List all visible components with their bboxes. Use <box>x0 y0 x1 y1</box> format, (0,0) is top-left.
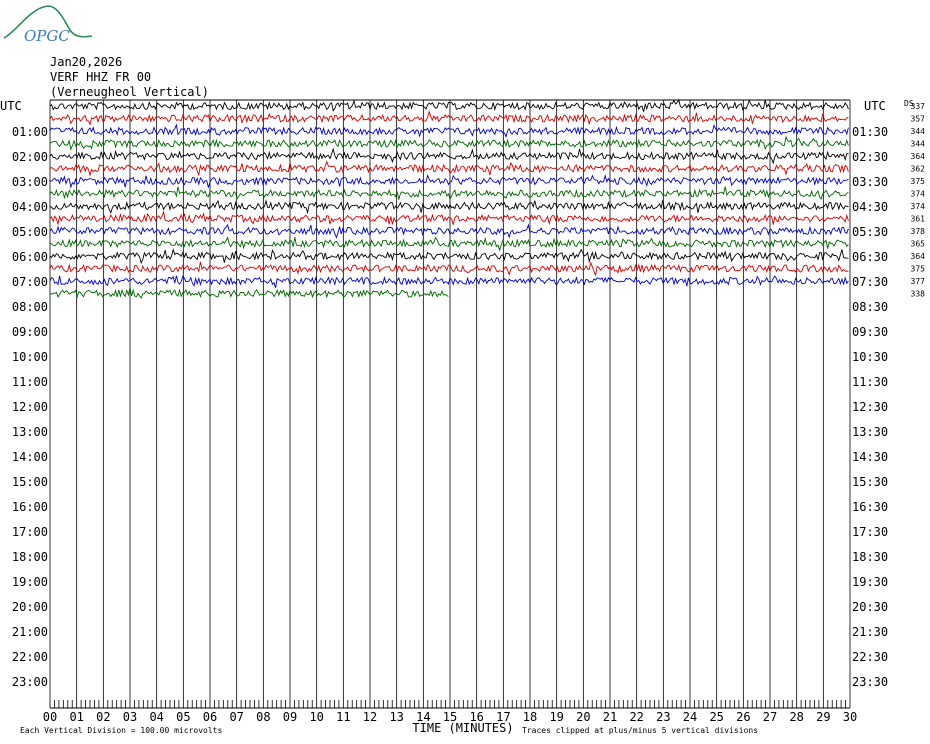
header-description: (Verneugheol Vertical) <box>50 85 209 99</box>
trace-ds-value: 364 <box>910 152 925 161</box>
left-hour-label: 19:00 <box>11 575 48 589</box>
left-hour-label: 16:00 <box>11 500 48 514</box>
left-hour-label: 11:00 <box>11 375 48 389</box>
x-tick-label: 24 <box>682 710 698 724</box>
x-tick-label: 13 <box>389 710 404 724</box>
right-hour-label: 12:30 <box>852 400 889 414</box>
left-hour-label: 17:00 <box>11 525 48 539</box>
right-hour-label: 10:30 <box>852 350 889 364</box>
x-tick-label: 02 <box>96 710 111 724</box>
trace-ds-value: 357 <box>910 114 925 124</box>
trace-ds-value: 344 <box>910 139 925 149</box>
x-tick-label: 29 <box>816 710 831 724</box>
seismic-trace <box>50 237 848 250</box>
trace-ds-value: 364 <box>910 252 925 261</box>
right-hour-label: 14:30 <box>852 450 889 464</box>
seismic-trace <box>50 212 848 225</box>
left-hour-label: 03:00 <box>11 175 48 189</box>
right-hour-label: 09:30 <box>852 325 889 339</box>
right-hour-label: 01:30 <box>852 125 889 139</box>
seismic-trace <box>50 112 848 125</box>
x-tick-label: 00 <box>42 710 58 724</box>
left-hour-label: 09:00 <box>11 325 48 339</box>
seismic-trace <box>50 100 848 112</box>
header-station: VERF HHZ FR 00 <box>50 70 152 84</box>
seismic-trace <box>50 162 848 176</box>
left-hour-label: 02:00 <box>11 150 48 164</box>
left-hour-label: 01:00 <box>11 125 48 139</box>
seismic-trace <box>50 187 848 200</box>
seismic-trace <box>50 137 848 149</box>
x-tick-label: 04 <box>149 710 164 724</box>
x-tick-label: 20 <box>576 710 591 724</box>
seismic-traces <box>50 100 925 299</box>
right-hour-label: 02:30 <box>852 150 889 164</box>
x-tick-label: 01 <box>69 710 84 724</box>
left-hour-label: 20:00 <box>11 600 48 614</box>
header-date: Jan20,2026 <box>50 55 123 69</box>
seismic-trace <box>50 262 848 275</box>
trace-ds-value: 362 <box>910 164 925 174</box>
x-tick-label: 05 <box>176 710 191 724</box>
right-hour-label: 21:30 <box>852 625 889 639</box>
right-hour-label: 19:30 <box>852 575 889 589</box>
left-hour-label: 12:00 <box>11 400 48 414</box>
scale-note: Each Vertical Division = 100.00 microvolts <box>20 726 223 735</box>
seismic-trace <box>50 288 448 298</box>
seismic-trace <box>50 276 848 288</box>
x-tick-label: 17 <box>496 710 511 724</box>
right-hour-label: 08:30 <box>852 300 889 314</box>
left-hour-label: 22:00 <box>11 650 48 664</box>
x-tick-label: 22 <box>629 710 644 724</box>
x-tick-label: 08 <box>256 710 271 724</box>
right-hour-label: 17:30 <box>852 525 889 539</box>
trace-ds-value: 338 <box>910 289 925 299</box>
left-hour-label: 10:00 <box>11 350 48 364</box>
x-tick-label: 27 <box>762 710 778 724</box>
trace-ds-value: 344 <box>910 127 925 136</box>
trace-ds-value: 374 <box>910 202 925 211</box>
right-hour-label: 22:30 <box>852 650 889 664</box>
x-tick-label: 07 <box>229 710 244 724</box>
clip-note: Traces clipped at plus/minus 5 vertical divisions <box>522 726 759 735</box>
hour-labels <box>0 99 914 689</box>
right-utc-label: UTC <box>864 99 886 113</box>
trace-ds-value: 378 <box>910 227 925 236</box>
x-tick-label: 06 <box>202 710 218 724</box>
left-hour-label: 23:00 <box>11 675 48 689</box>
x-tick-label: 26 <box>736 710 751 724</box>
x-tick-label: 28 <box>789 710 804 724</box>
left-hour-label: 05:00 <box>11 225 48 239</box>
right-hour-label: 20:30 <box>852 600 889 614</box>
right-hour-label: 06:30 <box>852 250 889 264</box>
right-hour-label: 11:30 <box>852 375 889 389</box>
x-tick-label: 15 <box>442 710 458 724</box>
seismic-trace <box>50 225 848 237</box>
x-tick-label: 16 <box>469 710 484 724</box>
left-hour-label: 06:00 <box>11 250 48 264</box>
right-hour-label: 15:30 <box>852 475 889 489</box>
trace-ds-value: 365 <box>910 239 925 249</box>
x-tick-label: 21 <box>602 710 618 724</box>
x-axis-title: TIME (MINUTES) <box>412 721 514 735</box>
seismic-trace <box>50 125 848 137</box>
right-hour-label: 04:30 <box>852 200 889 214</box>
trace-ds-value: 361 <box>910 214 925 224</box>
logo-text: OPGC <box>24 27 70 45</box>
left-hour-label: 13:00 <box>11 425 48 439</box>
x-tick-label: 18 <box>522 710 538 724</box>
left-hour-label: 15:00 <box>11 475 48 489</box>
left-hour-label: 04:00 <box>11 200 48 214</box>
x-tick-label: 19 <box>549 710 564 724</box>
left-hour-label: 07:00 <box>11 275 48 289</box>
x-tick-label: 23 <box>656 710 671 724</box>
seismic-trace <box>50 200 848 213</box>
left-hour-label: 14:00 <box>11 450 48 464</box>
left-hour-label: 08:00 <box>11 300 48 314</box>
trace-ds-value: 375 <box>910 264 925 274</box>
left-hour-label: 21:00 <box>11 625 48 639</box>
right-hour-label: 16:30 <box>852 500 889 514</box>
seismic-trace <box>50 176 848 188</box>
x-tick-label: 11 <box>336 710 351 724</box>
x-tick-label: 03 <box>122 710 138 724</box>
right-hour-label: 13:30 <box>852 425 889 439</box>
trace-ds-value: 375 <box>910 177 925 186</box>
seismic-trace <box>50 250 848 263</box>
trace-ds-value: 374 <box>910 189 925 199</box>
x-tick-label: 25 <box>709 710 724 724</box>
seismic-trace <box>50 149 848 163</box>
right-hour-label: 18:30 <box>852 550 889 564</box>
ds-label: DS <box>904 99 914 108</box>
x-tick-label: 12 <box>362 710 378 724</box>
x-tick-label: 14 <box>416 710 431 724</box>
right-hour-label: 03:30 <box>852 175 889 189</box>
x-tick-label: 10 <box>309 710 324 724</box>
x-tick-label: 09 <box>282 710 298 724</box>
right-hour-label: 23:30 <box>852 675 889 689</box>
right-hour-label: 07:30 <box>852 275 889 289</box>
x-tick-label: 30 <box>842 710 858 724</box>
trace-ds-value: 337 <box>910 102 925 111</box>
trace-ds-value: 377 <box>910 277 925 286</box>
left-hour-label: 18:00 <box>11 550 48 564</box>
right-hour-label: 05:30 <box>852 225 889 239</box>
left-utc-label: UTC <box>0 99 22 113</box>
